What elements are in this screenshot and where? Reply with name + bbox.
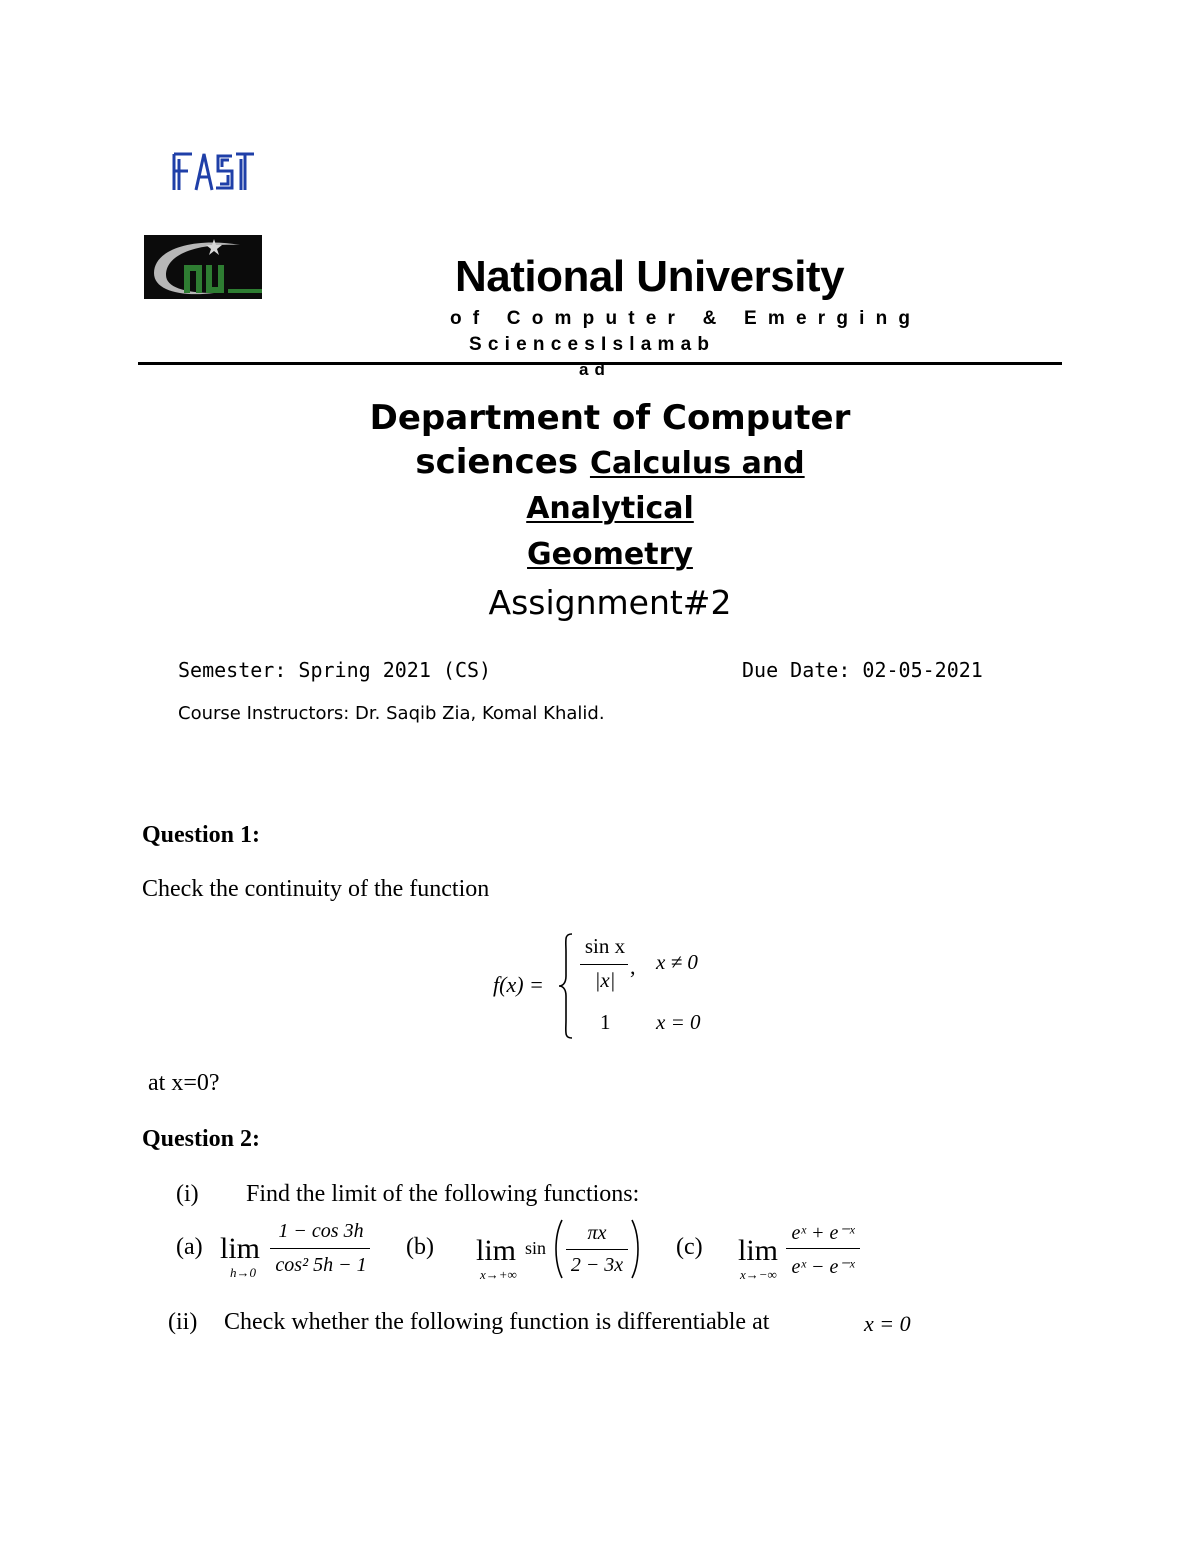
limit-b-lim: lim: [476, 1234, 517, 1267]
department-course-line: [300, 440, 920, 486]
university-subtitle-line2: SciencesIslamab: [469, 334, 716, 355]
case1-numerator: sin x: [584, 934, 626, 958]
question-2-heading: Question 2:: [142, 1126, 261, 1152]
limit-c-fraction-bar: [786, 1248, 860, 1249]
fast-logo: [170, 150, 256, 194]
department-tail: sciences: [415, 442, 579, 482]
limit-c-numerator: eˣ + e⁻ˣ: [791, 1222, 855, 1244]
part-ii-text: Check whether the following function is differentiable at: [224, 1309, 770, 1335]
question-1-tail: at x=0?: [148, 1070, 220, 1096]
part-ii-label: (ii): [168, 1309, 198, 1335]
limit-b-numerator: πx: [587, 1222, 607, 1244]
limit-b-sin: sin: [525, 1238, 547, 1258]
part-i-label: (i): [176, 1181, 199, 1207]
limit-b-denominator: 2 − 3x: [570, 1254, 624, 1276]
part-i-text: Find the limit of the following functions:: [246, 1181, 640, 1207]
limit-c-subscript: x→−∞: [740, 1267, 777, 1282]
course-instructors: Course Instructors: Dr. Saqib Zia, Komal Khalid.: [178, 703, 605, 724]
limit-a-fraction-bar: [270, 1248, 370, 1249]
case1-condition: x ≠ 0: [656, 950, 698, 974]
limit-b-fraction-bar: [566, 1249, 628, 1250]
limit-a-label: (a): [176, 1234, 203, 1260]
course-title-part3: Geometry: [527, 537, 693, 572]
left-brace-icon: [558, 932, 574, 1040]
piecewise-function: [490, 930, 730, 1042]
limit-c-denominator: eˣ − e⁻ˣ: [791, 1256, 855, 1278]
nu-logo: [144, 235, 262, 299]
case1-fraction-bar: [580, 964, 628, 965]
title-block: [300, 396, 920, 626]
semester-info: Semester: Spring 2021 (CS): [178, 658, 492, 682]
limit-c-label: (c): [676, 1234, 703, 1260]
function-lhs: f(x) =: [493, 972, 544, 997]
fast-logo-graphic: [170, 150, 256, 194]
assignment-title: Assignment#2: [488, 583, 732, 622]
university-subtitle-line3: ad: [579, 360, 611, 379]
limit-a-lim: lim: [220, 1232, 261, 1265]
nu-logo-graphic: [144, 235, 262, 299]
course-title-part2: Analytical: [526, 491, 694, 526]
case1-denominator: |x|: [594, 968, 616, 992]
question-1-prompt: Check the continuity of the function: [142, 876, 490, 902]
part-ii-point: x = 0: [864, 1311, 911, 1336]
limit-b-label: (b): [406, 1234, 434, 1260]
limit-a-subscript: h→0: [230, 1265, 256, 1280]
limit-a-denominator: cos² 5h − 1: [275, 1254, 367, 1276]
due-date: Due Date: 02-05-2021: [742, 658, 983, 682]
limit-b-subscript: x→+∞: [480, 1267, 517, 1282]
university-name: National University: [455, 252, 845, 301]
case2-condition: x = 0: [656, 1010, 701, 1034]
question-1-heading: Question 1:: [142, 822, 261, 848]
university-subtitle-line1: of Computer & Emerging: [450, 308, 922, 329]
limit-a-numerator: 1 − cos 3h: [278, 1220, 364, 1242]
case1-separator: ,: [630, 954, 636, 979]
course-title-part1: Calculus and: [589, 446, 805, 481]
case2-value: 1: [600, 1010, 611, 1034]
limit-c-lim: lim: [738, 1234, 779, 1267]
department-title: Department of Computer: [369, 398, 851, 438]
